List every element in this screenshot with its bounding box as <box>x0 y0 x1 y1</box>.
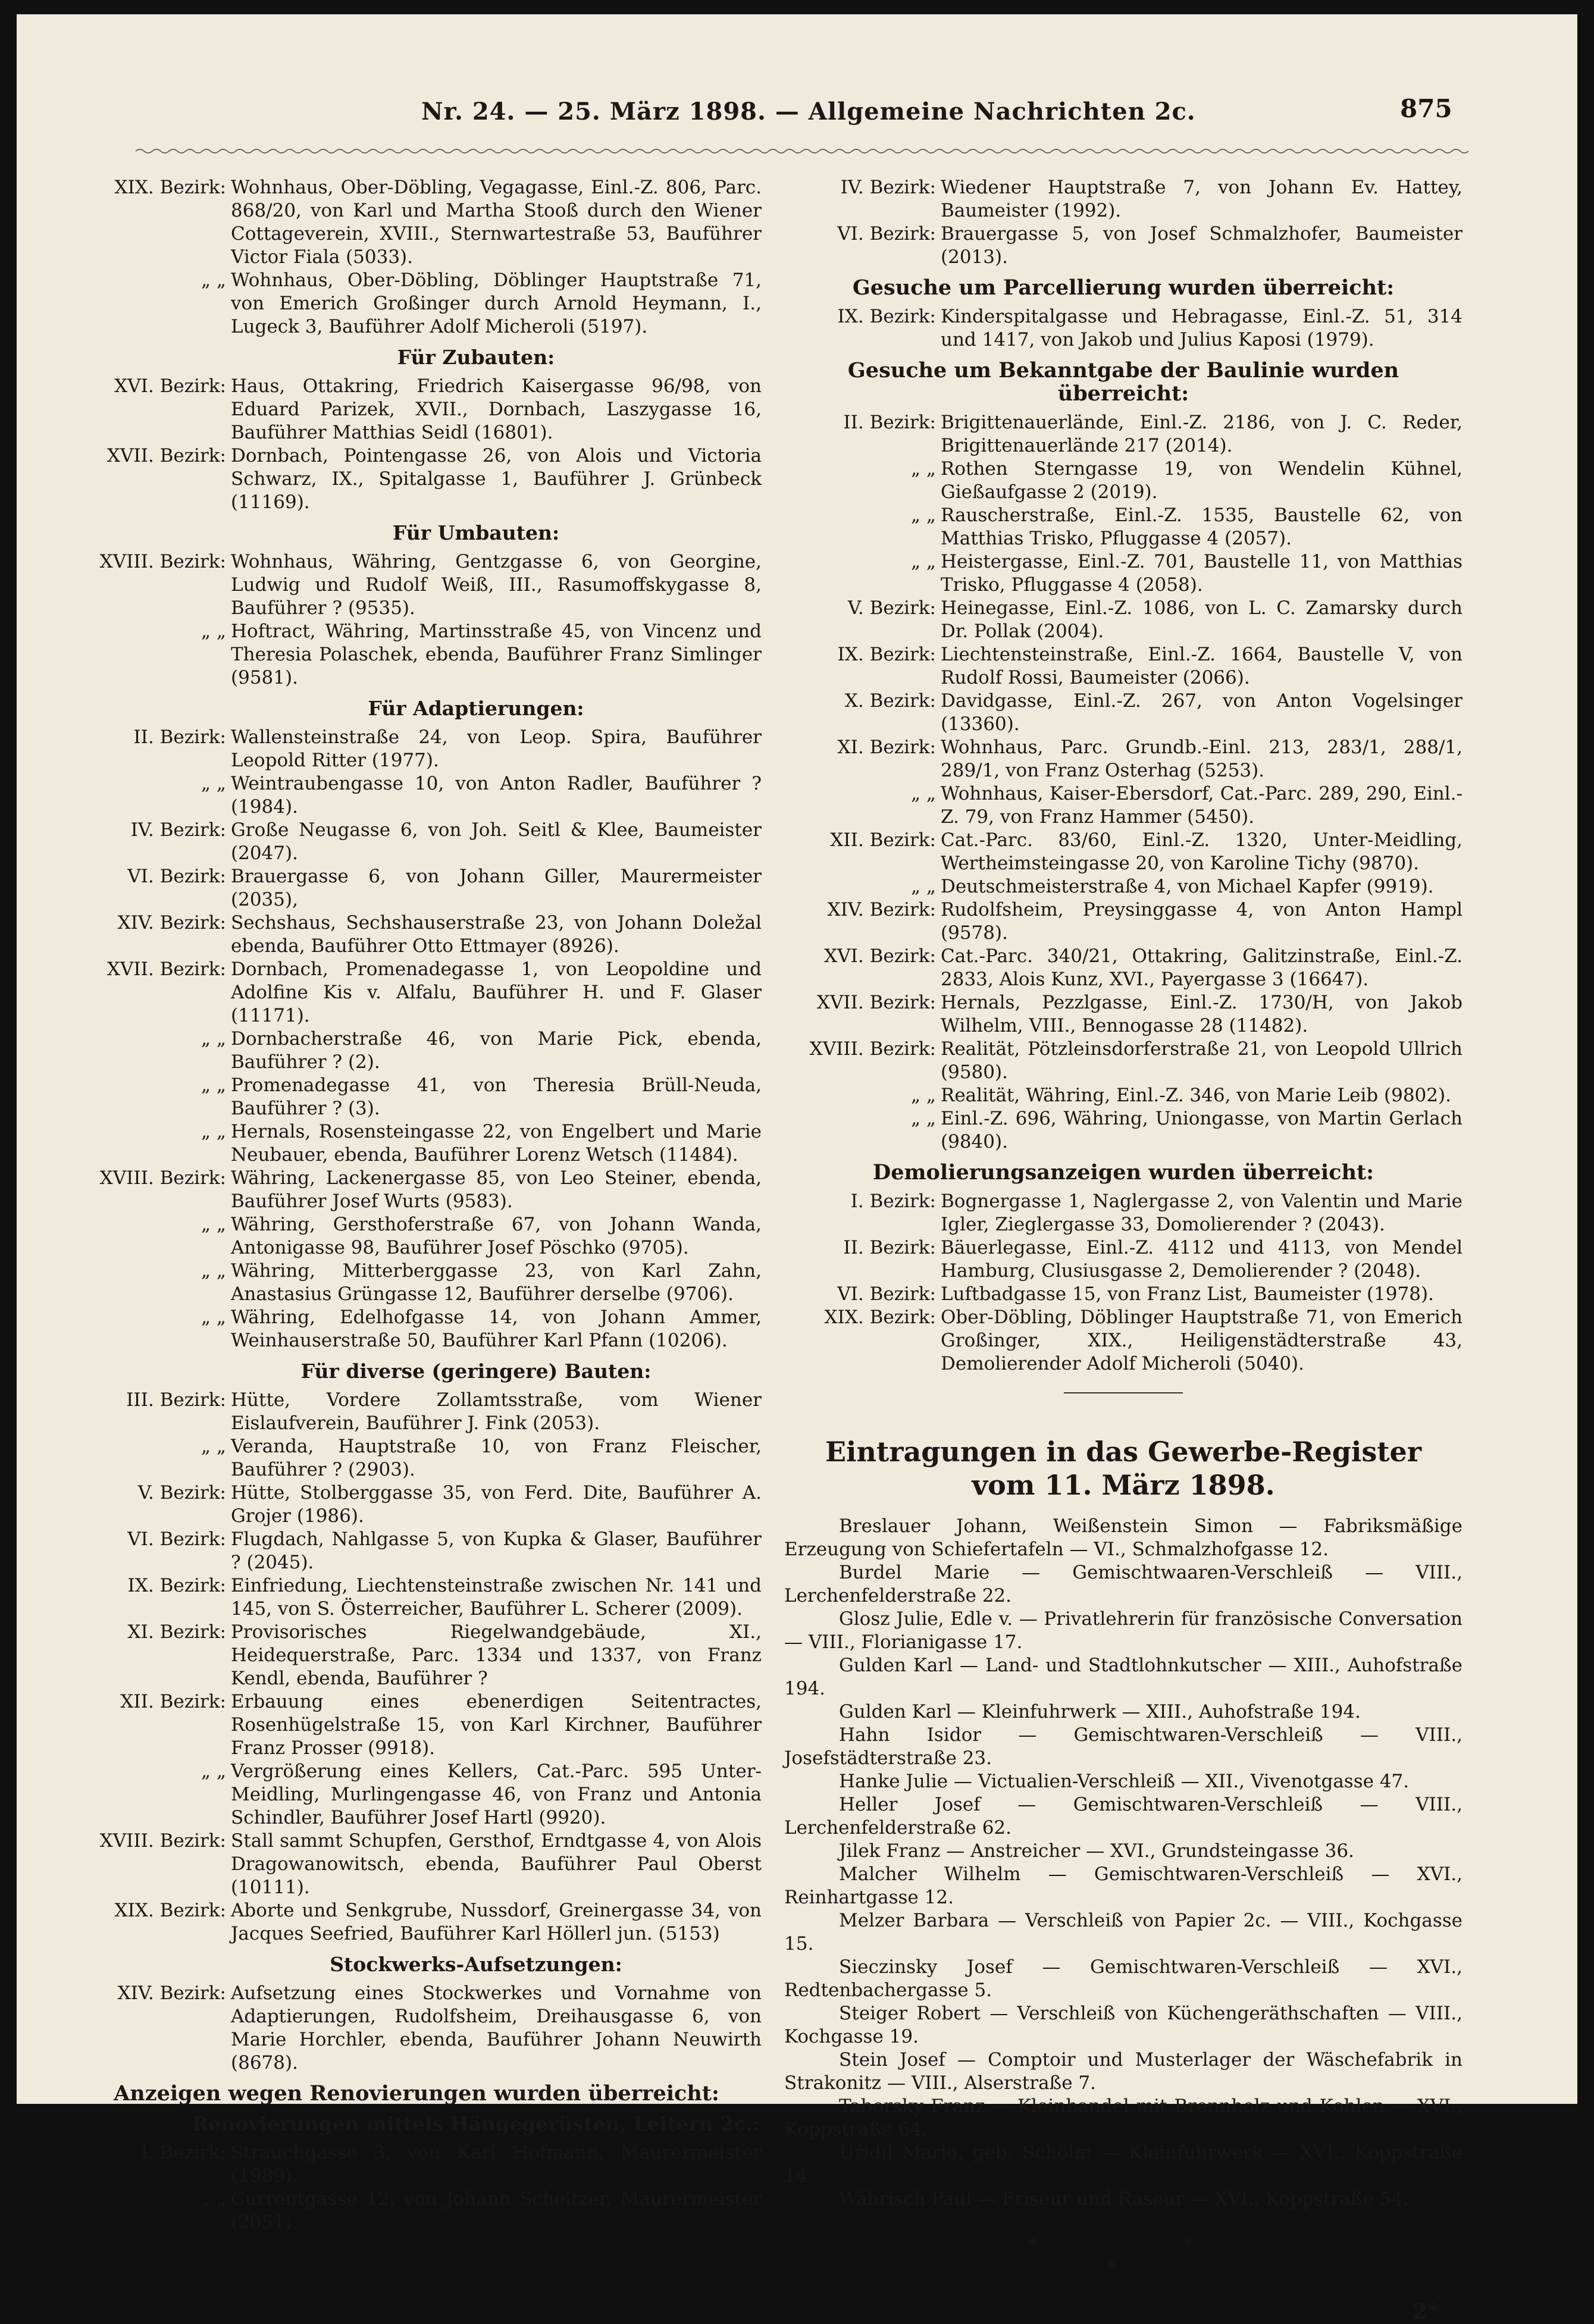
section-heading: Gesuche um Bekanntgabe der Baulinie wurden überreicht: <box>847 358 1399 406</box>
entry-row <box>784 1236 1463 1283</box>
entry-text: Cat.-Parc. 83/60, Einl.-Z. 1320, Unter-Meidling, Wertheimsteingasse 20, von Karoline Tichy (9870). <box>941 829 1463 874</box>
entry-row <box>71 1528 762 1574</box>
entry-district-label: XIV. Bezirk: <box>117 912 226 934</box>
entry-district-label: „ „ <box>201 1260 226 1282</box>
entry-text: Währing, Lackenergasse 85, von Leo Steiner, ebenda, Bauführer Josef Wurts (9583). <box>231 1167 762 1212</box>
gewerbe-entry: Uřidil Marie, geb. Schölm — Kleinfuhrwerk — XVI., Koppstraße 14. <box>784 2142 1463 2187</box>
entry-district-label: XVII. Bezirk: <box>107 959 226 980</box>
entry-text: Große Neugasse 6, von Joh. Seitl & Klee, Baumeister (2047). <box>231 819 762 864</box>
entry-text: Währing, Mitterberggasse 23, von Karl Zahn, Anastasius Grüngasse 12, Bauführer derselbe (9706). <box>231 1260 762 1305</box>
entry-text: Hütte, Vordere Zollamtsstraße, vom Wiener Eislaufverein, Bauführer J. Fink (2053). <box>231 1389 762 1434</box>
entry-district-label: „ „ <box>201 1075 226 1096</box>
section-heading: Für Adaptierungen: <box>368 697 584 720</box>
entry-text: Hernals, Rosensteingasse 22, von Engelbert und Marie Neubauer, ebenda, Bauführer Lorenz Wetsch (11484). <box>231 1121 762 1166</box>
entry-row <box>784 597 1463 643</box>
entry-text: Luftbadgasse 15, von Franz List, Baumeister (1978). <box>941 1283 1434 1305</box>
entry-text: Weintraubengasse 10, von Anton Radler, Bauführer ? (1984). <box>231 773 762 818</box>
entry-district-label: V. Bezirk: <box>847 597 936 619</box>
stars-ornament <box>784 2234 1463 2279</box>
entry-row <box>71 1167 762 1213</box>
entry-district-label: „ „ <box>911 1085 936 1106</box>
entry-text: Haus, Ottakring, Friedrich Kaisergasse 96/98, von Eduard Parizek, XVII., Dornbach, Laszygasse 16, Bauführer Matthias Seidl (16801). <box>231 375 762 443</box>
entry-row <box>784 875 1463 898</box>
entry-text: Vergrößerung eines Kellers, Cat.-Parc. 595 Unter-Meidling, Murlingengasse 46, von Franz und Antonia Schindler, Bauführer Josef Hartl (9920). <box>231 1761 762 1828</box>
entry-text: Davidgasse, Einl.-Z. 267, von Anton Vogelsinger (13360). <box>941 690 1463 735</box>
entry-district-label: XIX. Bezirk: <box>114 177 226 198</box>
entry-row <box>71 1213 762 1260</box>
entry-text: Währing, Gersthoferstraße 67, von Johann Wanda, Antonigasse 98, Bauführer Josef Pöschko (9705). <box>231 1214 762 1258</box>
gewerbe-entry: Währisch Paul — Friseur und Raseur — XVI., Koppstraße 54. <box>839 2188 1409 2210</box>
gewerbe-entry: Malcher Wilhelm — Gemischtwaren-Verschleiß — XVI., Reinhartgasse 12. <box>784 1863 1463 1908</box>
entry-text: Hoftract, Währing, Martinsstraße 45, von Vincenz und Theresia Polaschek, ebenda, Bauführer Franz Simlinger (9581). <box>231 621 762 688</box>
entry-row <box>71 1306 762 1352</box>
entry-row <box>71 2141 762 2188</box>
entry-row <box>71 912 762 958</box>
entry-district-label: I. Bezirk: <box>850 1191 936 1212</box>
entry-district-label: „ „ <box>201 2188 226 2210</box>
entry-text: Erbauung eines ebenerdigen Seitentractes, Rosenhügelstraße 15, von Karl Kirchner, Bauführer Franz Prosser (9918). <box>231 1691 762 1759</box>
entry-row <box>784 898 1463 945</box>
entry-text: Sechshaus, Sechshauserstraße 23, von Johann Doležal ebenda, Bauführer Otto Ettmayer (8926). <box>231 912 762 957</box>
renovation-subheading: Renovierungen mittels Hängegerüsten, Leitern 2c.: <box>192 2112 760 2135</box>
entry-text: Wohnhaus, Ober-Döbling, Vegagasse, Einl.-Z. 806, Parc. 868/20, von Karl und Martha Stooß durch den Wiener Cottageverein, XVIII., Sternwartestraße 53, Bauführer Victor Fiala (5033). <box>231 177 762 268</box>
entry-row <box>71 1482 762 1528</box>
entry-district-label: IX. Bezirk: <box>837 306 936 327</box>
entry-row <box>71 1899 762 1946</box>
entry-text: Strauchgasse 3, von Karl Hofmann, Maurermeister (1989). <box>231 2142 762 2187</box>
entry-district-label: XVI. Bezirk: <box>114 375 226 397</box>
entry-row <box>784 690 1463 736</box>
gewerbe-entry: Stein Josef — Comptoir und Musterlager der Wäschefabrik in Strakonitz — VIII., Alserstraße 7. <box>784 2049 1463 2094</box>
entry-text: Wallensteinstraße 24, von Leop. Spira, Bauführer Leopold Ritter (1977). <box>231 726 762 771</box>
entry-row <box>784 1084 1463 1107</box>
entry-district-label: X. Bezirk: <box>844 690 936 712</box>
entry-text: Realität, Pötzleinsdorferstraße 21, von Leopold Ullrich (9580). <box>941 1038 1463 1083</box>
section-heading: Für diverse (geringere) Bauten: <box>300 1360 652 1383</box>
entry-district-label: „ „ <box>201 270 226 291</box>
gewerbe-entry: Breslauer Johann, Weißenstein Simon — Fabriksmäßige Erzeugung von Schiefertafeln — VI., Schmalzhofgasse 12. <box>784 1515 1463 1560</box>
entry-district-label: IX. Bezirk: <box>127 1575 226 1596</box>
gewerbe-entry: Taborsky Franz — Kleinhandel mit Brennholz und Kohlen — XVI., Koppstraße 64. <box>784 2096 1463 2140</box>
entry-district-label: XVI. Bezirk: <box>824 945 936 967</box>
entry-row <box>71 1760 762 1830</box>
entry-row <box>71 444 762 514</box>
entry-district-label: XVIII. Bezirk: <box>99 1830 226 1852</box>
entry-district-label: XVIII. Bezirk: <box>99 551 226 572</box>
entry-text: Deutschmeisterstraße 4, von Michael Kapfer (9919). <box>941 876 1434 897</box>
gewerbe-date: vom 11. März 1898. <box>972 1469 1275 1501</box>
entry-row <box>784 782 1463 829</box>
entry-text: Promenadegasse 41, von Theresia Brüll-Neuda, Bauführer ? (3). <box>231 1075 762 1119</box>
entry-text: Brauergasse 6, von Johann Giller, Maurermeister (2035), <box>231 866 762 910</box>
gewerbe-entry: Glosz Julie, Edle v. — Privatlehrerin für französische Conversation — VIII., Florianigasse 17. <box>784 1608 1463 1653</box>
section-heading: Für Umbauten: <box>392 521 560 544</box>
entry-row <box>71 958 762 1028</box>
left-column <box>71 176 762 2234</box>
entry-row <box>784 1038 1463 1084</box>
gewerbe-entry: Jilek Franz — Anstreicher — XVI., Grundsteingasse 36. <box>839 1840 1354 1862</box>
wavy-divider <box>136 146 1468 156</box>
entry-district-label: III. Bezirk: <box>126 1389 226 1411</box>
entry-text: Hütte, Stolberggasse 35, von Ferd. Dite, Bauführer A. Grojer (1986). <box>231 1482 762 1527</box>
section-rule <box>1064 1392 1183 1393</box>
entry-text: Realität, Währing, Einl.-Z. 346, von Marie Leib (9802). <box>941 1085 1451 1106</box>
section-heading: Für Zubauten: <box>397 346 555 369</box>
gewerbe-entry: Heller Josef — Gemischtwaren-Verschleiß — VIII., Lerchenfelderstraße 62. <box>784 1794 1463 1838</box>
entry-district-label: „ „ <box>201 1028 226 1050</box>
entry-row <box>784 176 1463 223</box>
entry-row <box>71 1690 762 1760</box>
entry-district-label: XVIII. Bezirk: <box>99 1167 226 1189</box>
entry-district-label: „ „ <box>201 621 226 642</box>
entry-row <box>71 1028 762 1074</box>
entry-text: Ober-Döbling, Döblinger Hauptstraße 71, von Emerich Großinger, XIX., Heiligenstädterstraße 43, Demolierender Adolf Micheroli (5040). <box>941 1307 1463 1374</box>
entry-row <box>784 223 1463 269</box>
entry-row <box>71 176 762 269</box>
entry-district-label: „ „ <box>911 551 936 572</box>
entry-district-label: IV. Bezirk: <box>840 177 936 198</box>
entry-text: Wohnhaus, Währing, Gentzgasse 6, von Georgine, Ludwig und Rudolf Weiß, III., Rasumoffskygasse 8, Bauführer ? (9535). <box>231 551 762 619</box>
entry-district-label: IV. Bezirk: <box>130 819 226 841</box>
entry-row <box>784 550 1463 597</box>
star: * <box>1028 2234 1038 2258</box>
entry-district-label: IX. Bezirk: <box>837 644 936 665</box>
entry-district-label: II. Bezirk: <box>133 726 226 748</box>
entry-text: Rauscherstraße, Einl.-Z. 1535, Baustelle 62, von Matthias Trisko, Pfluggasse 4 (2057). <box>941 505 1463 549</box>
entry-district-label: XII. Bezirk: <box>830 829 936 851</box>
entry-text: Rudolfsheim, Preysinggasse 4, von Anton Hampl (9578). <box>941 899 1463 944</box>
entry-district-label: „ „ <box>201 1307 226 1328</box>
entry-row <box>784 504 1463 550</box>
entry-row <box>71 1982 762 2075</box>
page-header <box>17 94 1577 139</box>
entry-row <box>784 411 1463 458</box>
entry-text: Veranda, Hauptstraße 10, von Franz Fleischer, Bauführer ? (2903). <box>231 1436 762 1480</box>
entry-row <box>71 269 762 339</box>
entry-text: Wohnhaus, Parc. Grundb.-Einl. 213, 283/1, 288/1, 289/1, von Franz Osterhag (5253). <box>941 737 1463 781</box>
entry-district-label: XIV. Bezirk: <box>827 899 936 920</box>
page <box>17 14 1577 2324</box>
entry-text: Provisorisches Riegelwandgebäude, XI., Heidequerstraße, Parc. 1334 und 1337, von Franz Kendl, ebenda, Bauführer ? <box>231 1621 762 1689</box>
section-heading: Gesuche um Parcellierung wurden überreicht: <box>852 275 1395 300</box>
entry-row <box>784 829 1463 875</box>
entry-row <box>71 375 762 444</box>
entry-text: Bäuerlegasse, Einl.-Z. 4112 und 4113, von Mendel Hamburg, Clusiusgasse 2, Demolierender ? (2048). <box>941 1237 1463 1282</box>
entry-row <box>71 726 762 772</box>
entry-text: Aufsetzung eines Stockwerkes und Vornahme von Adaptierungen, Rudolfsheim, Dreihausgasse 6, von Marie Horchler, ebenda, Bauführer Johann Neuwirth (8678). <box>231 1982 762 2074</box>
entry-row <box>784 1306 1463 1376</box>
right-column <box>784 176 1463 2323</box>
entry-text: Brauergasse 5, von Josef Schmalzhofer, Baumeister (2013). <box>941 223 1463 268</box>
entry-district-label: „ „ <box>911 458 936 480</box>
entry-row <box>784 1107 1463 1154</box>
renovation-heading: Anzeigen wegen Renovierungen wurden überreicht: <box>114 2081 719 2106</box>
entry-text: Heinegasse, Einl.-Z. 1086, von L. C. Zamarsky durch Dr. Pollak (2004). <box>941 597 1463 642</box>
entry-text: Währing, Edelhofgasse 14, von Johann Ammer, Weinhauserstraße 50, Bauführer Karl Pfann (10206). <box>231 1307 762 1351</box>
entry-row <box>784 1190 1463 1236</box>
entry-text: Heistergasse, Einl.-Z. 701, Baustelle 11, von Matthias Trisko, Pfluggasse 4 (2058). <box>941 551 1463 596</box>
entry-row <box>71 1389 762 1435</box>
entry-district-label: VI. Bezirk: <box>127 1529 226 1550</box>
entry-text: Dornbach, Promenadegasse 1, von Leopoldine und Adolfine Kis v. Alfalu, Bauführer H. und F. Glaser (11171). <box>231 959 762 1026</box>
entry-row <box>71 2188 762 2234</box>
entry-text: Currentgasse 12, von Johann Scheitzer, Maurermeister (2051). <box>231 2188 762 2233</box>
star: * <box>1183 2234 1193 2258</box>
entry-text: Bognergasse 1, Naglergasse 2, von Valentin und Marie Igler, Zieglergasse 33, Domolierender ? (2043). <box>941 1191 1463 1235</box>
entry-row <box>784 458 1463 504</box>
entry-district-label: XVII. Bezirk: <box>816 992 936 1013</box>
entry-district-label: „ „ <box>201 773 226 794</box>
entry-text: Einl.-Z. 696, Währing, Uniongasse, von Martin Gerlach (9840). <box>941 1108 1463 1152</box>
entry-row <box>71 1621 762 1690</box>
entry-row <box>784 991 1463 1038</box>
entry-district-label: „ „ <box>911 876 936 897</box>
entry-text: Kinderspitalgasse und Hebragasse, Einl.-Z. 51, 314 und 1417, von Jakob und Julius Kaposi (1979). <box>941 306 1463 350</box>
gewerbe-entry: Gulden Karl — Land- und Stadtlohnkutscher — XIII., Auhofstraße 194. <box>784 1655 1463 1699</box>
gewerbe-entry: Hahn Isidor — Gemischtwaren-Verschleiß — VIII., Josefstädterstraße 23. <box>784 1724 1463 1769</box>
entry-district-label: VI. Bezirk: <box>837 223 936 245</box>
entry-row <box>784 945 1463 991</box>
entry-text: Stall sammt Schupfen, Gersthof, Erndtgasse 4, von Alois Dragowanowitsch, ebenda, Bauführer Paul Oberst (10111). <box>231 1830 762 1898</box>
page-title: Nr. 24. — 25. März 1898. — Allgemeine Nachrichten 2c. <box>421 98 1196 126</box>
entry-row <box>784 305 1463 352</box>
entry-text: Rothen Sterngasse 19, von Wendelin Kühnel, Gießaufgasse 2 (2019). <box>941 458 1463 503</box>
entry-text: Wohnhaus, Ober-Döbling, Döblinger Hauptstraße 71, von Emerich Großinger durch Arnold Heymann, I., Lugeck 3, Bauführer Adolf Micheroli (5197). <box>231 270 762 337</box>
gewerbe-entry: Burdel Marie — Gemischtwaaren-Verschleiß — VIII., Lerchenfelderstraße 22. <box>784 1562 1463 1606</box>
entry-text: Liechtensteinstraße, Einl.-Z. 1664, Baustelle V, von Rudolf Rossi, Baumeister (2066). <box>941 644 1463 688</box>
entry-text: Einfriedung, Liechtensteinstraße zwischen Nr. 141 und 145, von S. Österreicher, Bauführer L. Scherer (2009). <box>231 1575 762 1620</box>
signature-mark: 2* <box>1413 2299 1439 2324</box>
entry-district-label: II. Bezirk: <box>843 1237 936 1258</box>
entry-row <box>71 1830 762 1899</box>
entry-district-label: XIX. Bezirk: <box>824 1307 936 1328</box>
entry-row <box>71 1435 762 1482</box>
entry-district-label: „ „ <box>201 1121 226 1142</box>
entry-district-label: II. Bezirk: <box>843 412 936 433</box>
entry-row <box>71 819 762 865</box>
star: * <box>1106 2256 1116 2279</box>
entry-district-label: „ „ <box>911 783 936 804</box>
entry-text: Wiedener Hauptstraße 7, von Johann Ev. Hattey, Baumeister (1992). <box>941 177 1463 221</box>
entry-district-label: XVII. Bezirk: <box>107 445 226 466</box>
page-number: 875 <box>1400 94 1452 123</box>
entry-row <box>71 620 762 690</box>
entry-district-label: V. Bezirk: <box>137 1482 226 1504</box>
entry-row <box>71 865 762 912</box>
section-heading: Stockwerks-Aufsetzungen: <box>330 1953 622 1976</box>
entry-row <box>71 1074 762 1120</box>
entry-district-label: VI. Bezirk: <box>127 866 226 887</box>
entry-district-label: „ „ <box>911 505 936 526</box>
entry-district-label: XI. Bezirk: <box>127 1621 226 1643</box>
entry-text: Wohnhaus, Kaiser-Ebersdorf, Cat.-Parc. 289, 290, Einl.-Z. 79, von Franz Hammer (5450). <box>941 783 1463 828</box>
entry-text: Hernals, Pezzlgasse, Einl.-Z. 1730/H, von Jakob Wilhelm, VIII., Bennogasse 28 (11482). <box>941 992 1463 1036</box>
entry-row <box>71 1260 762 1306</box>
entry-row <box>784 643 1463 690</box>
gewerbe-entry: Melzer Barbara — Verschleiß von Papier 2c. — VIII., Kochgasse 15. <box>784 1910 1463 1955</box>
entry-row <box>71 772 762 819</box>
entry-district-label: „ „ <box>911 1108 936 1129</box>
entry-row <box>71 1120 762 1167</box>
entry-row <box>784 736 1463 782</box>
entry-text: Flugdach, Nahlgasse 5, von Kupka & Glaser, Bauführer ? (2045). <box>231 1529 762 1573</box>
entry-district-label: XVIII. Bezirk: <box>809 1038 936 1060</box>
entry-row <box>784 1283 1463 1306</box>
gewerbe-entry: Steiger Robert — Verschleiß von Küchengeräthschaften — VIII., Kochgasse 19. <box>784 2003 1463 2047</box>
entry-text: Dornbach, Pointengasse 26, von Alois und Victoria Schwarz, IX., Spitalgasse 1, Bauführer J. Grünbeck (11169). <box>231 445 762 513</box>
section-heading: Demolierungsanzeigen wurden überreicht: <box>872 1160 1374 1185</box>
gewerbe-entry: Gulden Karl — Kleinfuhrwerk — XIII., Auhofstraße 194. <box>839 1701 1361 1722</box>
gewerbe-entry: Sieczinsky Josef — Gemischtwaren-Verschleiß — XVI., Redtenbachergasse 5. <box>784 1956 1463 2001</box>
entry-district-label: I. Bezirk: <box>140 2142 226 2163</box>
entry-text: Cat.-Parc. 340/21, Ottakring, Galitzinstraße, Einl.-Z. 2833, Alois Kunz, XVI., Payergasse 3 (16647). <box>941 945 1463 990</box>
entry-district-label: XIV. Bezirk: <box>117 1982 226 2004</box>
entry-district-label: „ „ <box>201 1761 226 1782</box>
entry-text: Aborte und Senkgrube, Nussdorf, Greinergasse 34, von Jacques Seefried, Bauführer Karl Höllerl jun. (5153) <box>231 1900 762 1944</box>
entry-district-label: XII. Bezirk: <box>120 1691 226 1712</box>
gewerbe-entry: Hanke Julie — Victualien-Verschleiß — XII., Vivenotgasse 47. <box>839 1771 1410 1792</box>
entry-district-label: XIX. Bezirk: <box>114 1900 226 1921</box>
gewerbe-heading: Eintragungen in das Gewerbe-Register <box>825 1436 1421 1468</box>
entry-district-label: VI. Bezirk: <box>837 1283 936 1305</box>
entry-district-label: XI. Bezirk: <box>837 737 936 758</box>
entry-district-label: „ „ <box>201 1436 226 1457</box>
entry-row <box>71 1574 762 1621</box>
entry-district-label: „ „ <box>201 1214 226 1235</box>
entry-text: Dornbacherstraße 46, von Marie Pick, ebenda, Bauführer ? (2). <box>231 1028 762 1073</box>
entry-row <box>71 550 762 620</box>
entry-text: Brigittenauerlände, Einl.-Z. 2186, von J. C. Reder, Brigittenauerlände 217 (2014). <box>941 412 1463 456</box>
